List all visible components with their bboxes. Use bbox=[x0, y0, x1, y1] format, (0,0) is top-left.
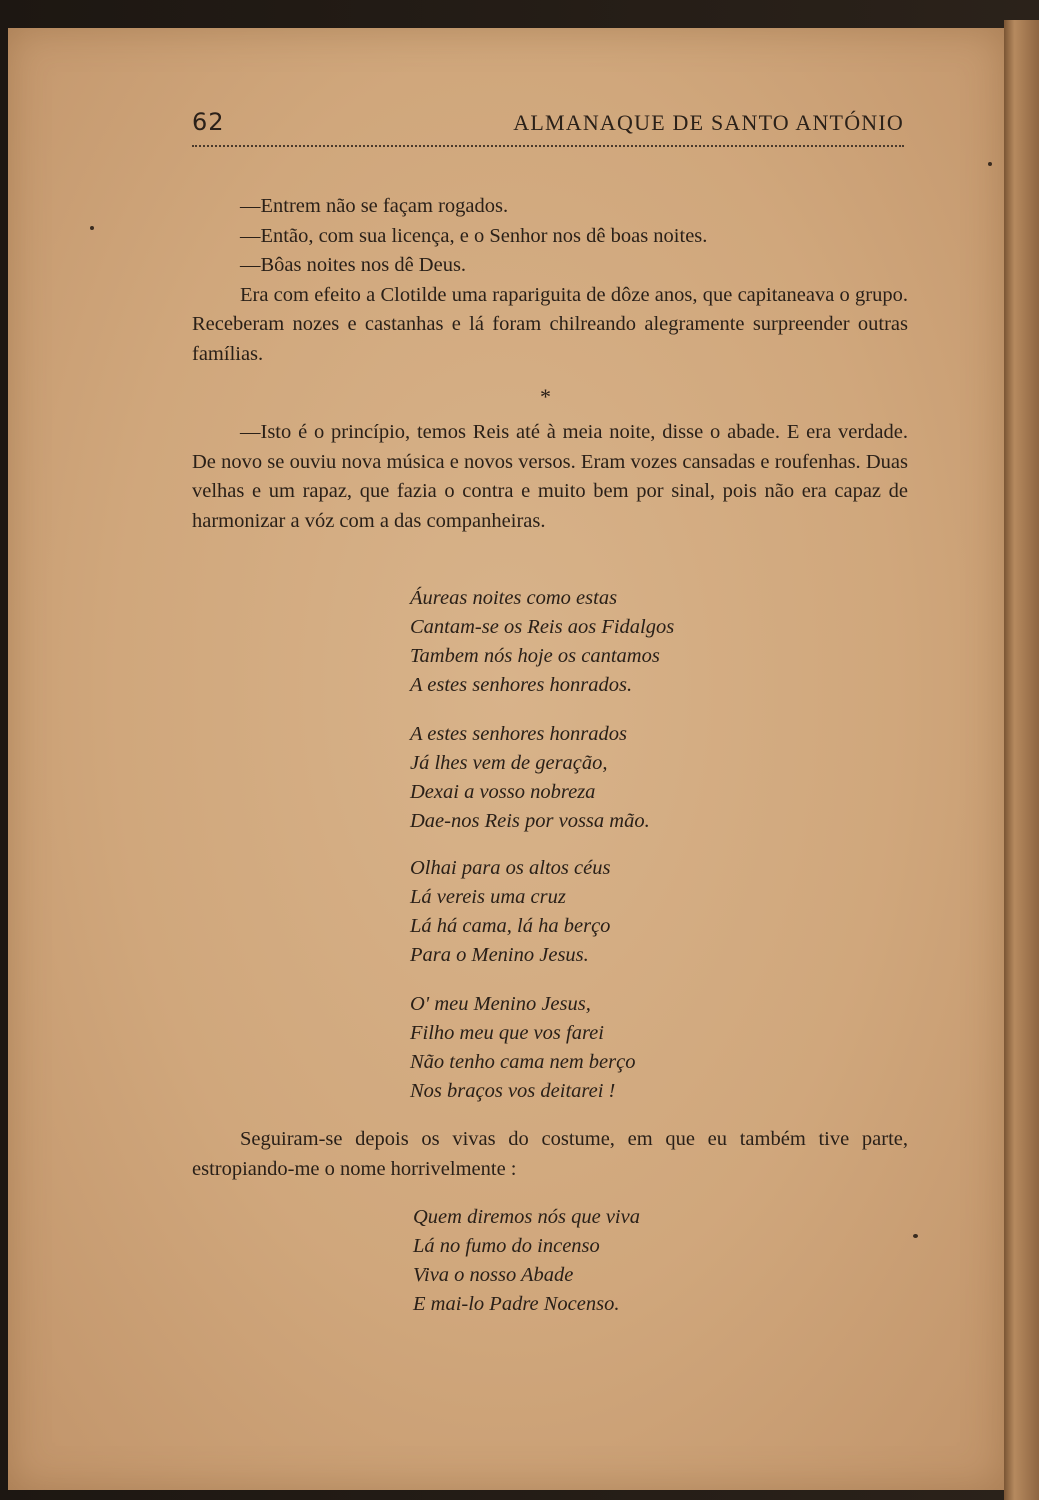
paper-speck bbox=[90, 226, 94, 230]
verse-line: Lá vereis uma cruz bbox=[410, 886, 566, 908]
paragraph: Seguiram-se depois os vivas do costume, em que eu também tive parte, estropiando-me o nome horrivelmente : bbox=[192, 1128, 908, 1180]
running-head: ALMANAQUE DE SANTO ANTÓNIO bbox=[513, 110, 904, 135]
header-rule bbox=[192, 145, 904, 147]
verse-stanza bbox=[410, 854, 830, 970]
verse-line: Cantam-se os Reis aos Fidalgos bbox=[410, 616, 675, 638]
dialogue-block bbox=[192, 192, 908, 369]
verse-line: Dexai a vosso nobreza bbox=[410, 781, 596, 803]
paragraph-block bbox=[192, 418, 908, 536]
verse-line: Para o Menino Jesus. bbox=[410, 944, 589, 966]
verse-line: Filho meu que vos farei bbox=[410, 1022, 604, 1044]
verse-line: Lá no fumo do incenso bbox=[413, 1235, 600, 1257]
verse-line: Nos braços vos deitarei ! bbox=[410, 1080, 616, 1102]
section-separator: * bbox=[540, 384, 551, 409]
verse-line: Não tenho cama nem berço bbox=[410, 1051, 636, 1073]
paragraph: —Então, com sua licença, e o Senhor nos dê boas noites. bbox=[240, 224, 708, 247]
paragraph-block bbox=[192, 1125, 908, 1184]
verse-line: O' meu Menino Jesus, bbox=[410, 993, 591, 1015]
verse-line: Dae-nos Reis por vossa mão. bbox=[410, 810, 650, 832]
next-page-edge bbox=[1004, 20, 1039, 1500]
paragraph: —Isto é o princípio, temos Reis até à meia noite, disse o abade. E era verdade. De novo se ouviu nova música e novos versos. Eram vozes cansadas e roufenhas. Duas velhas e um rapaz, que fazia o contra e muito bem por sinal, pois não era capaz de harmonizar a vóz com a das companheiras. bbox=[192, 421, 908, 532]
paper-speck bbox=[913, 1234, 918, 1238]
page-header bbox=[192, 108, 904, 144]
verse-line: Olhai para os altos céus bbox=[410, 857, 611, 879]
paragraph: —Bôas noites nos dê Deus. bbox=[240, 254, 467, 276]
verse-stanza bbox=[410, 990, 830, 1106]
verse-line: Viva o nosso Abade bbox=[413, 1264, 574, 1286]
verse-stanza bbox=[410, 584, 830, 700]
verse-line: A estes senhores honrados. bbox=[410, 674, 633, 696]
verse-line: Lá há cama, lá ha berço bbox=[410, 915, 611, 937]
paper-speck bbox=[988, 162, 992, 166]
verse-line: Áureas noites como estas bbox=[410, 587, 618, 609]
paragraph: —Entrem não se façam rogados. bbox=[240, 195, 509, 217]
verse-line: Quem diremos nós que viva bbox=[413, 1206, 640, 1228]
verse-line: A estes senhores honrados bbox=[410, 723, 627, 745]
verse-line: Já lhes vem de geração, bbox=[410, 752, 608, 774]
verse-line: E mai-lo Padre Nocenso. bbox=[413, 1293, 620, 1315]
verse-line: Tambem nós hoje os cantamos bbox=[410, 645, 660, 667]
paragraph: Era com efeito a Clotilde uma rapariguita de dôze anos, que capitaneava o grupo. Receberam nozes e castanhas e lá foram chilreando alegramente surpreender outras famílias. bbox=[192, 283, 908, 365]
verse-stanza bbox=[413, 1203, 833, 1319]
verse-stanza bbox=[410, 720, 830, 836]
page-number: 62 bbox=[192, 108, 225, 136]
